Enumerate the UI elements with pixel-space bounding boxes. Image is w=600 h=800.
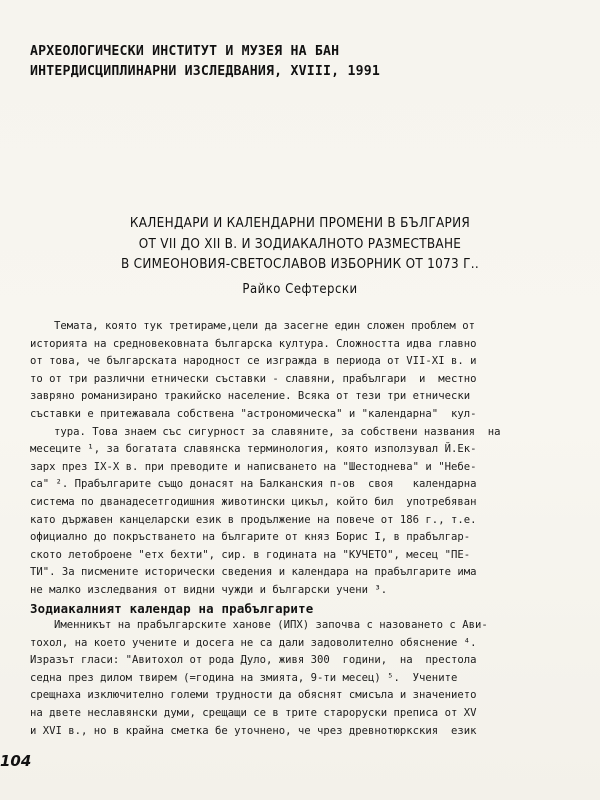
- article-title-block: [100, 214, 500, 300]
- body-line: Темата, която тук третираме,цели да засегне един сложен проблем от: [54, 320, 475, 332]
- body-line: тура. Това знаем със сигурност за славяните, за собствени названия на: [54, 425, 501, 438]
- body-line: Именникът на прабългарските ханове (ИПХ) започва с назоването с Ави-: [54, 619, 488, 632]
- header-series-line: ИНТЕРДИСЦИПЛИНАРНИ ИЗСЛЕДВАНИЯ, XVIII, 1991: [30, 64, 381, 79]
- body-line: историята на средновековната българска култура. Сложността идва главно: [30, 337, 477, 350]
- body-line: завряно романизирано тракийско население. Всяка от тези три етнически: [30, 390, 471, 403]
- page-number: 104: [0, 752, 32, 770]
- body-line: ТИ". За писмените исторически сведения и календара на прабългарите има: [30, 566, 477, 579]
- article-author: Райко Сефтерски: [242, 281, 358, 297]
- article-body: [30, 318, 570, 740]
- section-heading: Зодиакалният календар на прабългарите: [30, 600, 314, 616]
- article-title-line: ОТ VII ДО XII В. И ЗОДИАКАЛНОТО РАЗМЕСТВАНЕ: [138, 236, 462, 252]
- body-line: тохол, на което учените и досега не са дали задоволително обяснение ⁴.: [30, 636, 477, 649]
- body-line: зарх през IX-X в. при преводите и написването на "Шестоднева" и "Небе-: [30, 460, 477, 473]
- body-line: месеците ¹, за богатата славянска терминология, която използувал Й.Ек-: [30, 443, 477, 456]
- article-title-line: КАЛЕНДАРИ И КАЛЕНДАРНИ ПРОМЕНИ В БЪЛГАРИЯ: [129, 216, 471, 231]
- body-line: Изразът гласи: "Авитохол от рода Дуло, живя 300 години, на престола: [30, 654, 477, 667]
- article-title-line: В СИМЕОНОВИЯ-СВЕТОСЛАВОВ ИЗБОРНИК ОТ 1073 Г..: [120, 257, 480, 272]
- body-line: то от три различни етнически съставки - славяни, прабългари и местно: [30, 372, 477, 385]
- body-line: не малко изследвания от видни чужди и български учени ³.: [30, 583, 388, 596]
- body-line: система по дванадесетгодишния животински цикъл, който бил употребяван: [30, 495, 477, 508]
- body-line: са" ². Прабългарите също донасят на Балканския п-ов своя календарна: [30, 478, 477, 491]
- body-line: ското летоброене "етх бехти", сир. в годината на "КУЧЕТО", месец "ПЕ-: [30, 548, 471, 561]
- body-line: съставки е притежавала собствена "астрономическа" и "календарна" кул-: [30, 407, 477, 420]
- body-line: и XVI в., но в крайна сметка бе уточнено, че чрез древнотюркския език: [30, 724, 477, 737]
- body-line: като държавен канцеларски език в продължение на повече от 186 г., т.е.: [30, 513, 477, 526]
- body-line: срещнаха изключително големи трудности да обяснят смисъла и значението: [30, 689, 477, 702]
- body-line: седна през дилом твирем (=година на змията, 9-ти месец) ⁵. Учените: [30, 671, 458, 684]
- body-line: на двете неславянски думи, срещащи се в трите староруски преписа от XV: [30, 707, 477, 720]
- header-institute-line: АРХЕОЛОГИЧЕСКИ ИНСТИТУТ И МУЗЕЯ НА БАН: [30, 44, 340, 59]
- publication-header: [30, 42, 550, 82]
- body-line: от това, че българската народност се изгражда в периода от VII-XI в. и: [30, 355, 477, 368]
- body-line: официално до покръстването на българите от княз Борис I, в прабългар-: [30, 531, 471, 544]
